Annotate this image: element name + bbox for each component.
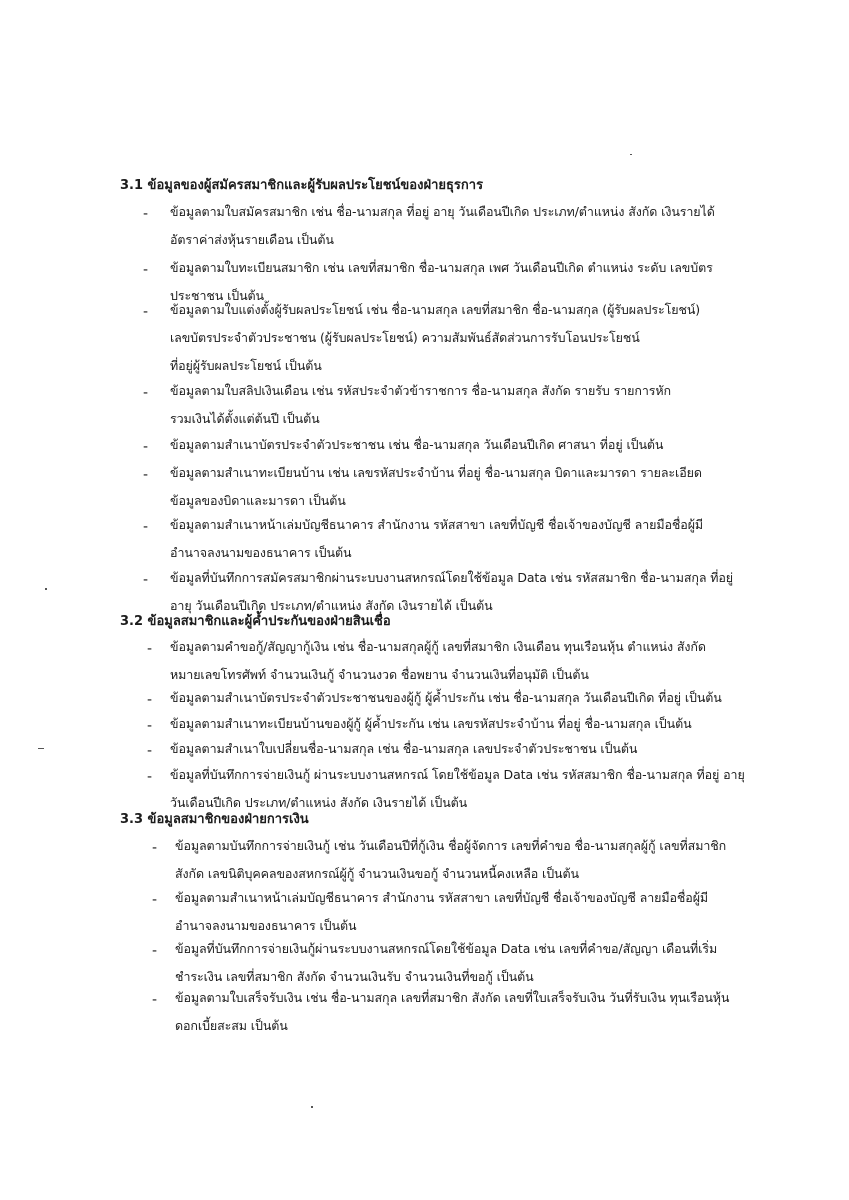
list-item: ข้อมูลตามสำเนาใบเปลี่ยนชื่อ-นามสกุล เช่น ชื่อ-นามสกุล เลขประจำตัวประชาชน เป็นต้น [170,741,638,756]
section-heading-3-3: 3.3 ข้อมูลสมาชิกของฝ่ายการเงิน [120,812,309,827]
scan-speck [311,1106,313,1108]
bullet-dash: - [143,572,149,588]
list-item: ข้อมูลตามใบสมัครสมาชิก เช่น ชื่อ-นามสกุล ที่อยู่ อายุ วันเดือนปีเกิด ประเภท/ตำแหน่ง สังกัด เงินรายได้ อัตราค่าส่งหุ้นรายเดือน เป็นต้น [170,204,715,247]
list-item: ข้อมูลตามสำเนาบัตรประจำตัวประชาชน เช่น ชื่อ-นามสกุล วันเดือนปีเกิด ศาสนา ที่อยู่ เป็นต้น [170,437,664,452]
list-item: ข้อมูลที่บันทึกการสมัครสมาชิกผ่านระบบงานสหกรณ์โดยใช้ข้อมูล Data เช่น รหัสสมาชิก ชื่อ-นามสกุล ที่อยู่ อายุ วันเดือนปีเกิด ประเภท/ตำแหน่ง สังกัด เงินรายได้ เป็นต้น [170,570,734,613]
list-item: ข้อมูลตามใบสลิปเงินเดือน เช่น รหัสประจำตัวข้าราชการ ชื่อ-นามสกุล สังกัด รายรับ รายการหัก รวมเงินได้ตั้งแต่ต้นปี เป็นต้น [170,383,671,426]
section-heading-3-2: 3.2 ข้อมูลสมาชิกและผู้ค้ำประกันของฝ่ายสินเชื่อ [120,614,391,629]
bullet-dash: - [147,641,153,657]
list-item: ข้อมูลตามสำเนาหน้าเล่มบัญชีธนาคาร สำนักงาน รหัสสาขา เลขที่บัญชี ชื่อเจ้าของบัญชี ลายมือชื่อผู้มี อำนาจลงนามของธนาคาร เป็นต้น [170,517,704,560]
bullet-dash: - [147,743,153,759]
section-heading-3-1: 3.1 ข้อมูลของผู้สมัครสมาชิกและผู้รับผลประโยชน์ของฝ่ายธุรการ [120,178,484,193]
bullet-dash: - [147,769,153,785]
scan-speck [38,748,44,749]
bullet-dash: - [143,262,149,278]
list-item: ข้อมูลตามสำเนาทะเบียนบ้าน เช่น เลขรหัสประจำบ้าน ที่อยู่ ชื่อ-นามสกุล บิดาและมารดา รายละเอียด ข้อมูลของบิดาและมารดา เป็นต้น [170,465,702,508]
list-item: ข้อมูลตามบันทึกการจ่ายเงินกู้ เช่น วันเดือนปีที่กู้เงิน ชื่อผู้จัดการ เลขที่คำขอ ชื่อ-นามสกุลผู้กู้ เลขที่สมาชิก สังกัด เลขนิติบุคคลของสหกรณ์ผู้กู้ จำนวนเงินขอกู้ จำนวนหนี้คงเหลือ เป็นต้น [175,838,727,881]
bullet-dash: - [143,439,149,455]
bullet-dash: - [143,206,149,222]
list-item: ข้อมูลตามคำขอกู้/สัญญากู้เงิน เช่น ชื่อ-นามสกุลผู้กู้ เลขที่สมาชิก เงินเดือน ทุนเรือนหุ้น ตำแหน่ง สังกัด หมายเลขโทรศัพท์ จำนวนเงินกู้ จำนวนงวด ชื่อพยาน จำนวนเงินที่อนุมัติ เป็นต้น [170,639,706,682]
list-item: ข้อมูลตามใบทะเบียนสมาชิก เช่น เลขที่สมาชิก ชื่อ-นามสกุล เพศ วันเดือนปีเกิด ตำแหน่ง ระดับ เลขบัตร ประชาชน เป็นต้น [170,260,713,303]
list-item: ข้อมูลตามใบเสร็จรับเงิน เช่น ชื่อ-นามสกุล เลขที่สมาชิก สังกัด เลขที่ใบเสร็จรับเงิน วันที่รับเงิน ทุนเรือนหุ้น ดอกเบี้ยสะสม เป็นต้น [175,990,730,1033]
bullet-dash: - [152,943,158,959]
bullet-dash: - [143,467,149,483]
list-item: ข้อมูลตามสำเนาทะเบียนบ้านของผู้กู้ ผู้ค้ำประกัน เช่น เลขรหัสประจำบ้าน ที่อยู่ ชื่อ-นามสกุล เป็นต้น [170,716,692,731]
list-item: ข้อมูลที่บันทึกการจ่ายเงินกู้ ผ่านระบบงานสหกรณ์ โดยใช้ข้อมูล Data เช่น รหัสสมาชิก ชื่อ-นามสกุล ที่อยู่ อายุ วันเดือนปีเกิด ประเภท/ตำแหน่ง สังกัด เงินรายได้ เป็นต้น [170,767,745,810]
list-item: ข้อมูลที่บันทึกการจ่ายเงินกู้ผ่านระบบงานสหกรณ์โดยใช้ข้อมูล Data เช่น เลขที่คำขอ/สัญญา เดือนที่เริ่ม ชำระเงิน เลขที่สมาชิก สังกัด จำนวนเงินรับ จำนวนเงินที่ขอกู้ เป็นต้น [175,941,718,984]
bullet-dash: - [143,385,149,401]
scan-speck [630,154,632,155]
bullet-dash: - [143,519,149,535]
bullet-dash: - [152,840,158,856]
bullet-dash: - [147,692,153,708]
list-item: ข้อมูลตามสำเนาบัตรประจำตัวประชาชนของผู้กู้ ผู้ค้ำประกัน เช่น ชื่อ-นามสกุล วันเดือนปีเกิด ที่อยู่ เป็นต้น [170,690,722,705]
list-item: ข้อมูลตามสำเนาหน้าเล่มบัญชีธนาคาร สำนักงาน รหัสสาขา เลขที่บัญชี ชื่อเจ้าของบัญชี ลายมือชื่อผู้มี อำนาจลงนามของธนาคาร เป็นต้น [175,890,709,933]
bullet-dash: - [143,304,149,320]
list-item: ข้อมูลตามใบแต่งตั้งผู้รับผลประโยชน์ เช่น ชื่อ-นามสกุล เลขที่สมาชิก ชื่อ-นามสกุล (ผู้รับผลประโยชน์) เลขบัตรประจำตัวประชาชน (ผู้รับผลประโยชน์) ความสัมพันธ์สัดส่วนการรับโอนประโยชน์ ที่อยู่ผู้รับผลประโยชน์ เป็นต้น [170,302,701,373]
bullet-dash: - [152,892,158,908]
scan-speck [45,588,47,590]
bullet-dash: - [152,992,158,1008]
bullet-dash: - [147,718,153,734]
